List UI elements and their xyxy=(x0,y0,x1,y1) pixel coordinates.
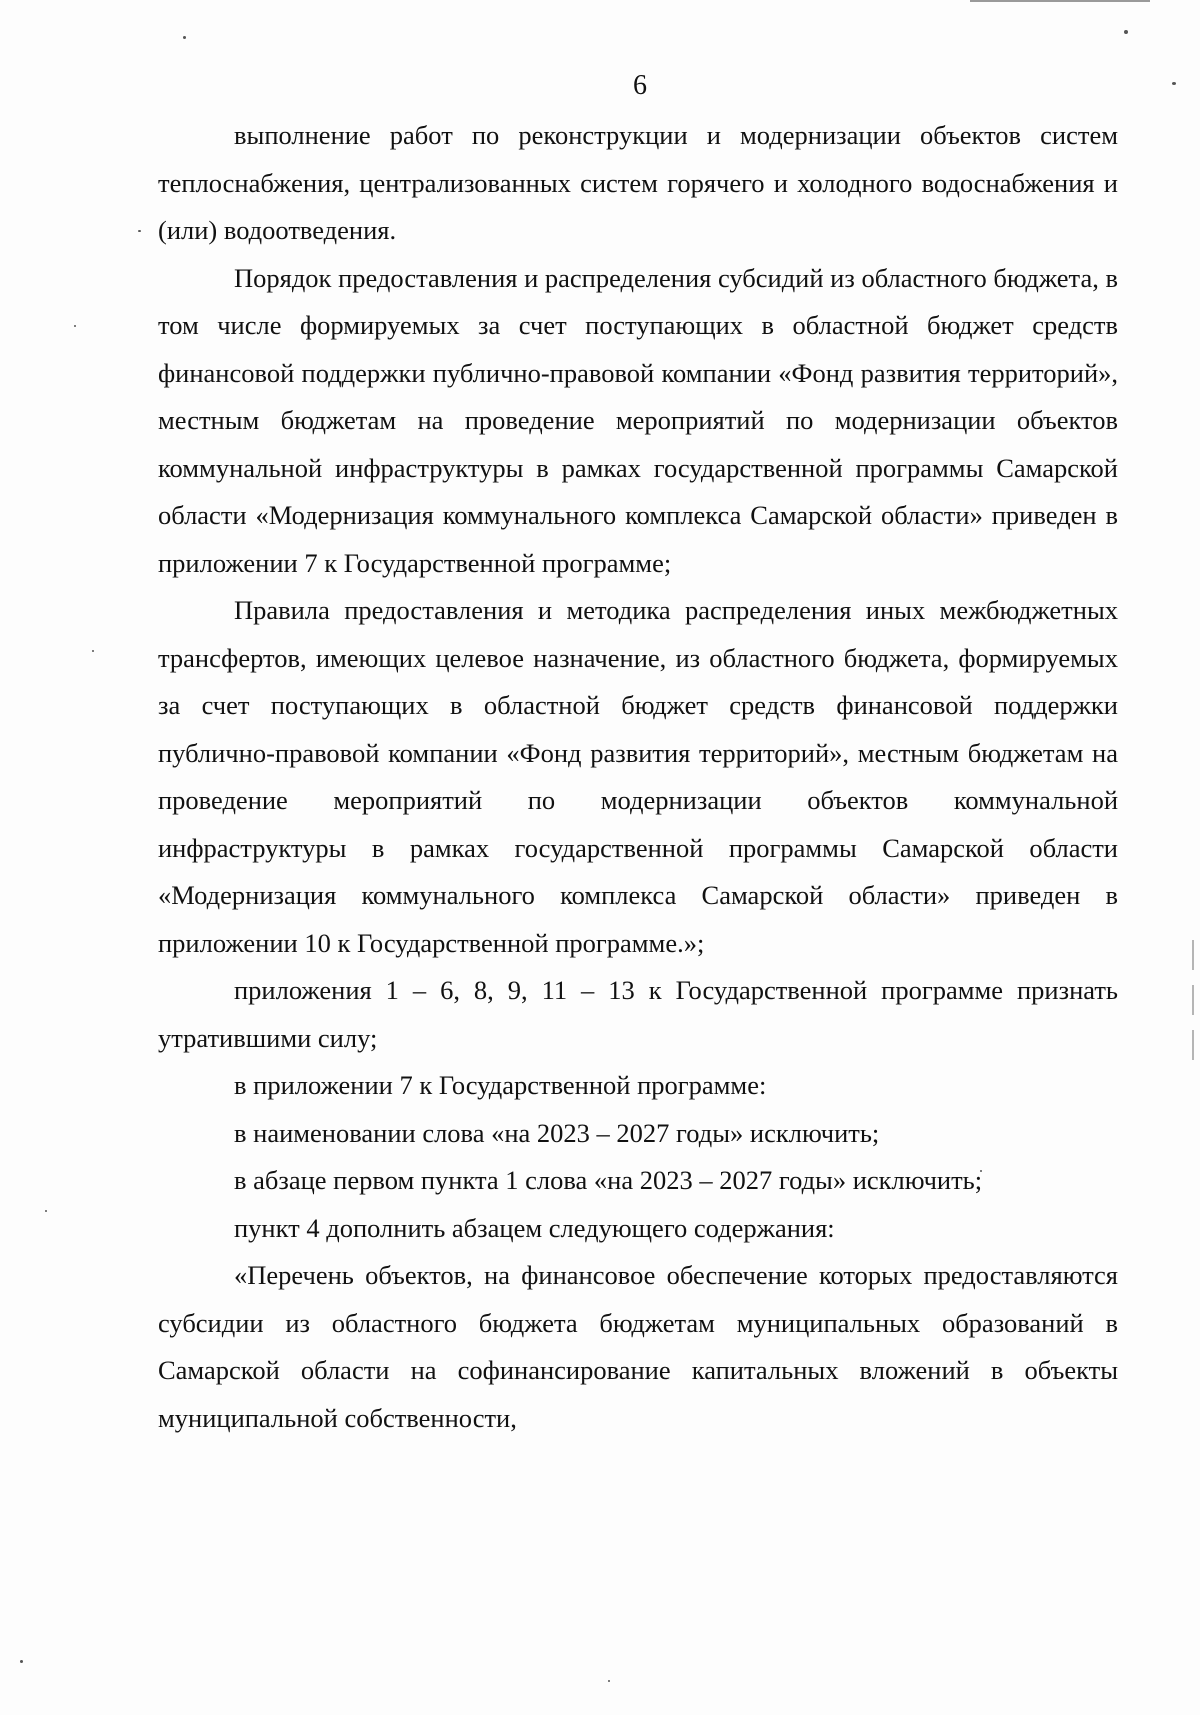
scan-edge-mark xyxy=(1192,985,1194,1015)
document-body xyxy=(158,112,1118,1442)
paragraph: Правила предоставления и методика распределения иных межбюджетных трансфертов, имеющих целевое назначение, из областного бюджета, формируемых за счет поступающих в областной бюджет средств финансовой поддержки публично-правовой компании «Фонд развития территорий», местным бюджетам на проведение мероприятий по модернизации объектов коммунальной инфраструктуры в рамках государственной программы Самарской области «Модернизация коммунального комплекса Самарской области» приведен в приложении 10 к Государственной программе.»; xyxy=(158,595,1118,958)
scan-speck xyxy=(183,36,186,39)
paragraph: «Перечень объектов, на финансовое обеспечение которых предоставляются субсидии из областного бюджета бюджетам муниципальных образований в Самарской области на софинансирование капитальных вложений в объекты муниципальной собственности, xyxy=(158,1260,1118,1433)
scan-edge-mark xyxy=(1192,1030,1194,1060)
scan-speck xyxy=(1124,30,1128,34)
paragraph: в абзаце первом пункта 1 слова «на 2023 – 2027 годы» исключить; xyxy=(234,1165,983,1195)
scan-speck xyxy=(138,230,141,232)
scan-speck xyxy=(20,1660,23,1663)
scan-edge-mark xyxy=(1192,940,1194,970)
paragraph: в наименовании слова «на 2023 – 2027 годы» исключить; xyxy=(234,1117,880,1148)
paragraph: выполнение работ по реконструкции и модернизации объектов систем теплоснабжения, централизованных систем горячего и холодного водоснабжения и (или) водоотведения. xyxy=(158,120,1118,245)
scan-speck xyxy=(45,1210,47,1212)
scan-edge-line xyxy=(970,0,1150,2)
scan-speck xyxy=(74,325,76,327)
paragraph: приложения 1 – 6, 8, 9, 11 – 13 к Государственной программе признать утратившими силу; xyxy=(158,975,1118,1053)
scan-speck xyxy=(608,1680,610,1682)
scan-speck xyxy=(92,650,94,652)
paragraph: в приложении 7 к Государственной программе: xyxy=(234,1070,767,1100)
paragraph: пункт 4 дополнить абзацем следующего содержания: xyxy=(234,1212,835,1243)
page-number: 6 xyxy=(633,70,647,101)
paragraph: Порядок предоставления и распределения субсидий из областного бюджета, в том числе формируемых за счет поступающих в областной бюджет средств финансовой поддержки публично-правовой компании «Фонд развития территорий», местным бюджетам на проведение мероприятий по модернизации объектов коммунальной инфраструктуры в рамках государственной программы Самарской области «Модернизация коммунального комплекса Самарской области» приведен в приложении 7 к Государственной программе; xyxy=(158,262,1118,578)
